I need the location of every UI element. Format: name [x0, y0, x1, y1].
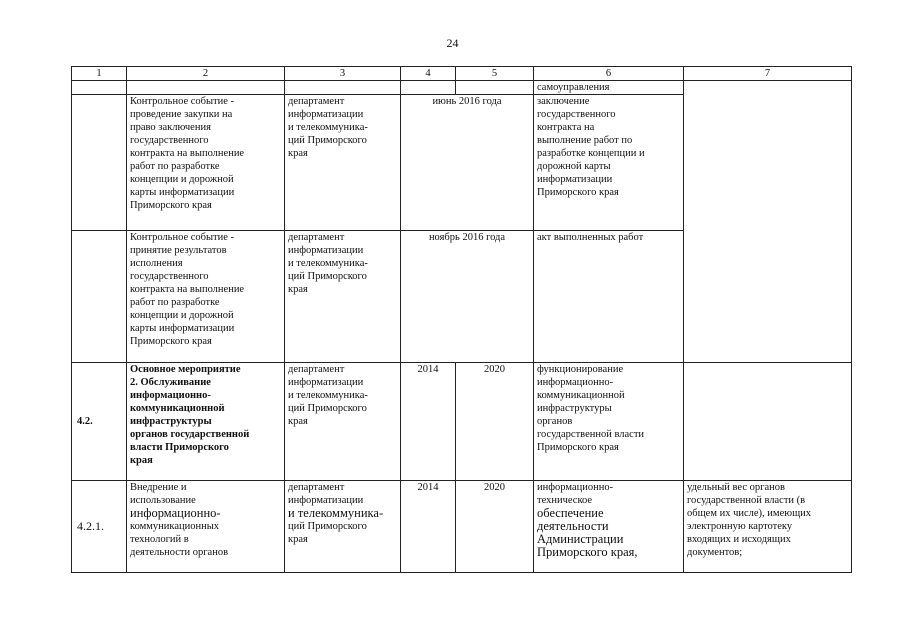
measure-name-part: Внедрение и использование	[130, 482, 196, 506]
measure-name	[127, 481, 285, 573]
table-row	[72, 81, 852, 95]
indicator-cell	[684, 81, 852, 363]
result-part: обеспечение деятельности Администрации Приморского края,	[537, 506, 638, 559]
executor: департамент информатизации и телекоммуника- ций Приморского края	[285, 363, 401, 481]
table-row	[72, 363, 852, 481]
column-number: 6	[534, 67, 684, 81]
executor-part: ций Приморского края	[288, 521, 367, 545]
measure-name: Контрольное событие - проведение закупки на право заключения государственного контракта на выполнение работ по разработке концепции и дорожной карты информатизации Приморского края	[127, 95, 285, 231]
column-number: 7	[684, 67, 852, 81]
start-year: 2014	[401, 481, 456, 573]
row-number: 4.2.	[72, 363, 127, 481]
row-number	[72, 231, 127, 363]
column-number: 2	[127, 67, 285, 81]
column-number: 3	[285, 67, 401, 81]
term: июнь 2016 года	[401, 95, 534, 231]
column-number: 4	[401, 67, 456, 81]
column-number: 5	[456, 67, 534, 81]
executor	[285, 481, 401, 573]
term: ноябрь 2016 года	[401, 231, 534, 363]
result: заключение государственного контракта на выполнение работ по разработке концепции и дорожной карты информатизации Приморского края	[534, 95, 684, 231]
result: акт выполненных работ	[534, 231, 684, 363]
page-number: 24	[446, 36, 459, 50]
measure-name: Основное мероприятие 2. Обслуживание информационно- коммуникационной инфраструктуры органов государственной власти Приморского края	[127, 363, 285, 481]
result-part: информационно- техническое	[537, 482, 614, 506]
start-year: 2014	[401, 363, 456, 481]
column-number: 1	[72, 67, 127, 81]
result: функционирование информационно- коммуникационной инфраструктуры органов государственной власти Приморского края	[534, 363, 684, 481]
end-year: 2020	[456, 481, 534, 573]
indicator: удельный вес органов государственной власти (в общем их числе), имеющих электронную картотеку входящих и исходящих документов;	[684, 481, 852, 573]
end-year: 2020	[456, 363, 534, 481]
measure-name: Контрольное событие - принятие результатов исполнения государственного контракта на выполнение работ по разработке концепции и дорожной карты информатизации Приморского края	[127, 231, 285, 363]
executor-part: и телекоммуника-	[288, 506, 384, 520]
row-number: 4.2.1.	[72, 481, 127, 573]
measure-name-part: коммуникационных технологий в деятельности органов	[130, 521, 229, 558]
executor: департамент информатизации и телекоммуника- ций Приморского края	[285, 95, 401, 231]
measure-name-part: информационно-	[130, 506, 221, 520]
row-number	[72, 95, 127, 231]
executor: департамент информатизации и телекоммуника- ций Приморского края	[285, 231, 401, 363]
measures-table	[71, 66, 852, 573]
executor-part: департамент информатизации	[288, 482, 364, 506]
table-row	[72, 481, 852, 573]
indicator-cell	[684, 363, 852, 481]
column-number-row	[72, 67, 852, 81]
result	[534, 481, 684, 573]
result-cell: самоуправления	[534, 81, 684, 95]
